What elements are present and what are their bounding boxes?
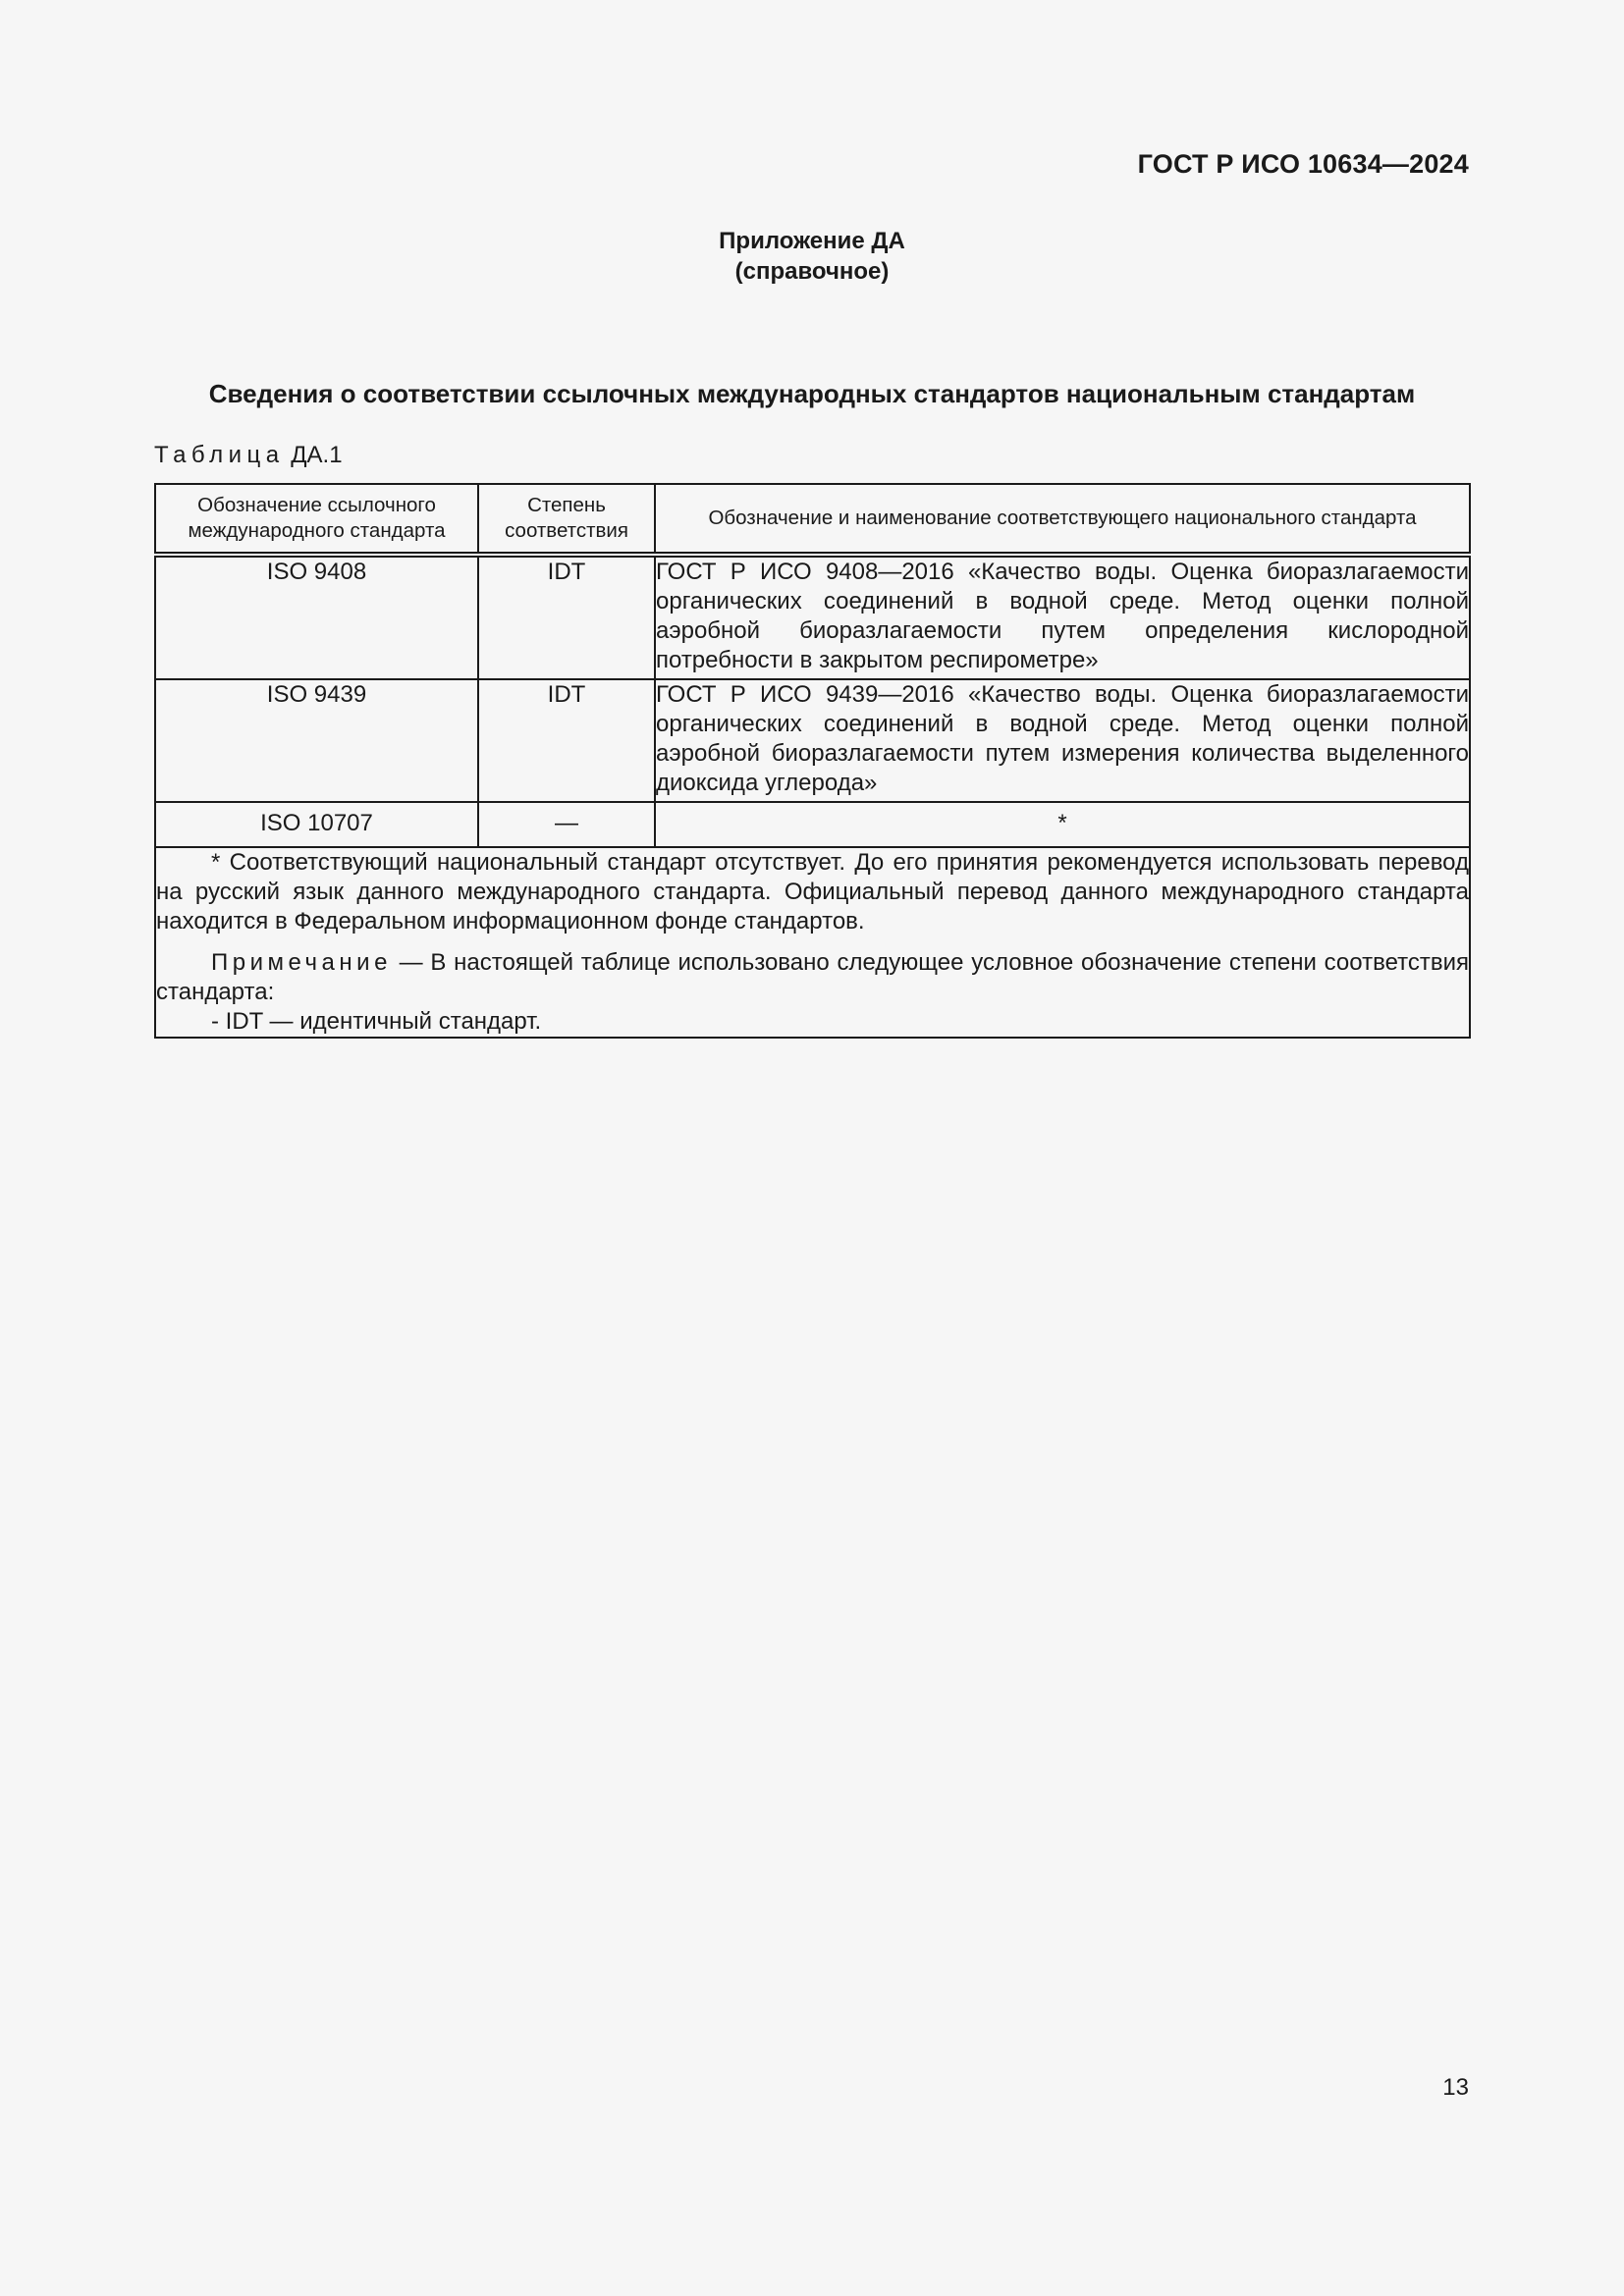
appendix-subtitle: (справочное)	[734, 258, 890, 285]
cell-standard: ISO 9439	[155, 679, 478, 802]
page-number: 13	[1442, 2074, 1469, 2101]
cell-standard: ISO 10707	[155, 802, 478, 847]
note-list-item: - IDT — идентичный стандарт.	[211, 1008, 542, 1035]
table-caption-label: Таблица	[154, 442, 285, 468]
table-header-row	[155, 484, 1470, 555]
note-text: — В настоящей таблице использовано следующее условное обозначение степени соответствия стандарта:	[156, 949, 1469, 1005]
table-caption	[154, 442, 343, 469]
cell-degree: IDT	[478, 555, 655, 679]
standards-table	[154, 483, 1471, 1039]
cell-degree: —	[478, 802, 655, 847]
document-code: ГОСТ Р ИСО 10634—2024	[1137, 149, 1469, 179]
header-degree: Степень соответствия	[478, 484, 655, 555]
header-international-standard: Обозначение ссылочного международного стандарта	[155, 484, 478, 555]
appendix-title: Приложение ДА	[719, 228, 905, 254]
cell-national: *	[655, 802, 1470, 847]
appendix-heading	[0, 226, 1624, 287]
table-caption-number: ДА.1	[291, 442, 343, 468]
table-notes-row	[155, 847, 1470, 1038]
table-notes	[155, 847, 1470, 1038]
cell-national: ГОСТ Р ИСО 9439—2016 «Качество воды. Оценка биоразлагаемости органических соединений в водной среде. Метод оценки полной аэробной биоразлагаемости путем измерения количества выделенного диоксида углерода»	[655, 679, 1470, 802]
cell-national: ГОСТ Р ИСО 9408—2016 «Качество воды. Оценка биоразлагаемости органических соединений в водной среде. Метод оценки полной аэробной биоразлагаемости путем определения кислородной потребности в закрытом респирометре»	[655, 555, 1470, 679]
section-title: Сведения о соответствии ссылочных международных стандартов национальным стандартам	[208, 379, 1416, 408]
header-national-standard: Обозначение и наименование соответствующего национального стандарта	[655, 484, 1470, 555]
table-row	[155, 679, 1470, 802]
note-label: Примечание	[211, 949, 392, 976]
table-row	[155, 802, 1470, 847]
table-note	[156, 948, 1469, 1007]
table-row	[155, 555, 1470, 679]
cell-standard: ISO 9408	[155, 555, 478, 679]
cell-degree: IDT	[478, 679, 655, 802]
table-footnote: * Соответствующий национальный стандарт отсутствует. До его принятия рекомендуется использовать перевод на русский язык данного международного стандарта. Официальный перевод данного международного стандарта находится в Федеральном информационном фонде стандартов.	[156, 849, 1469, 934]
